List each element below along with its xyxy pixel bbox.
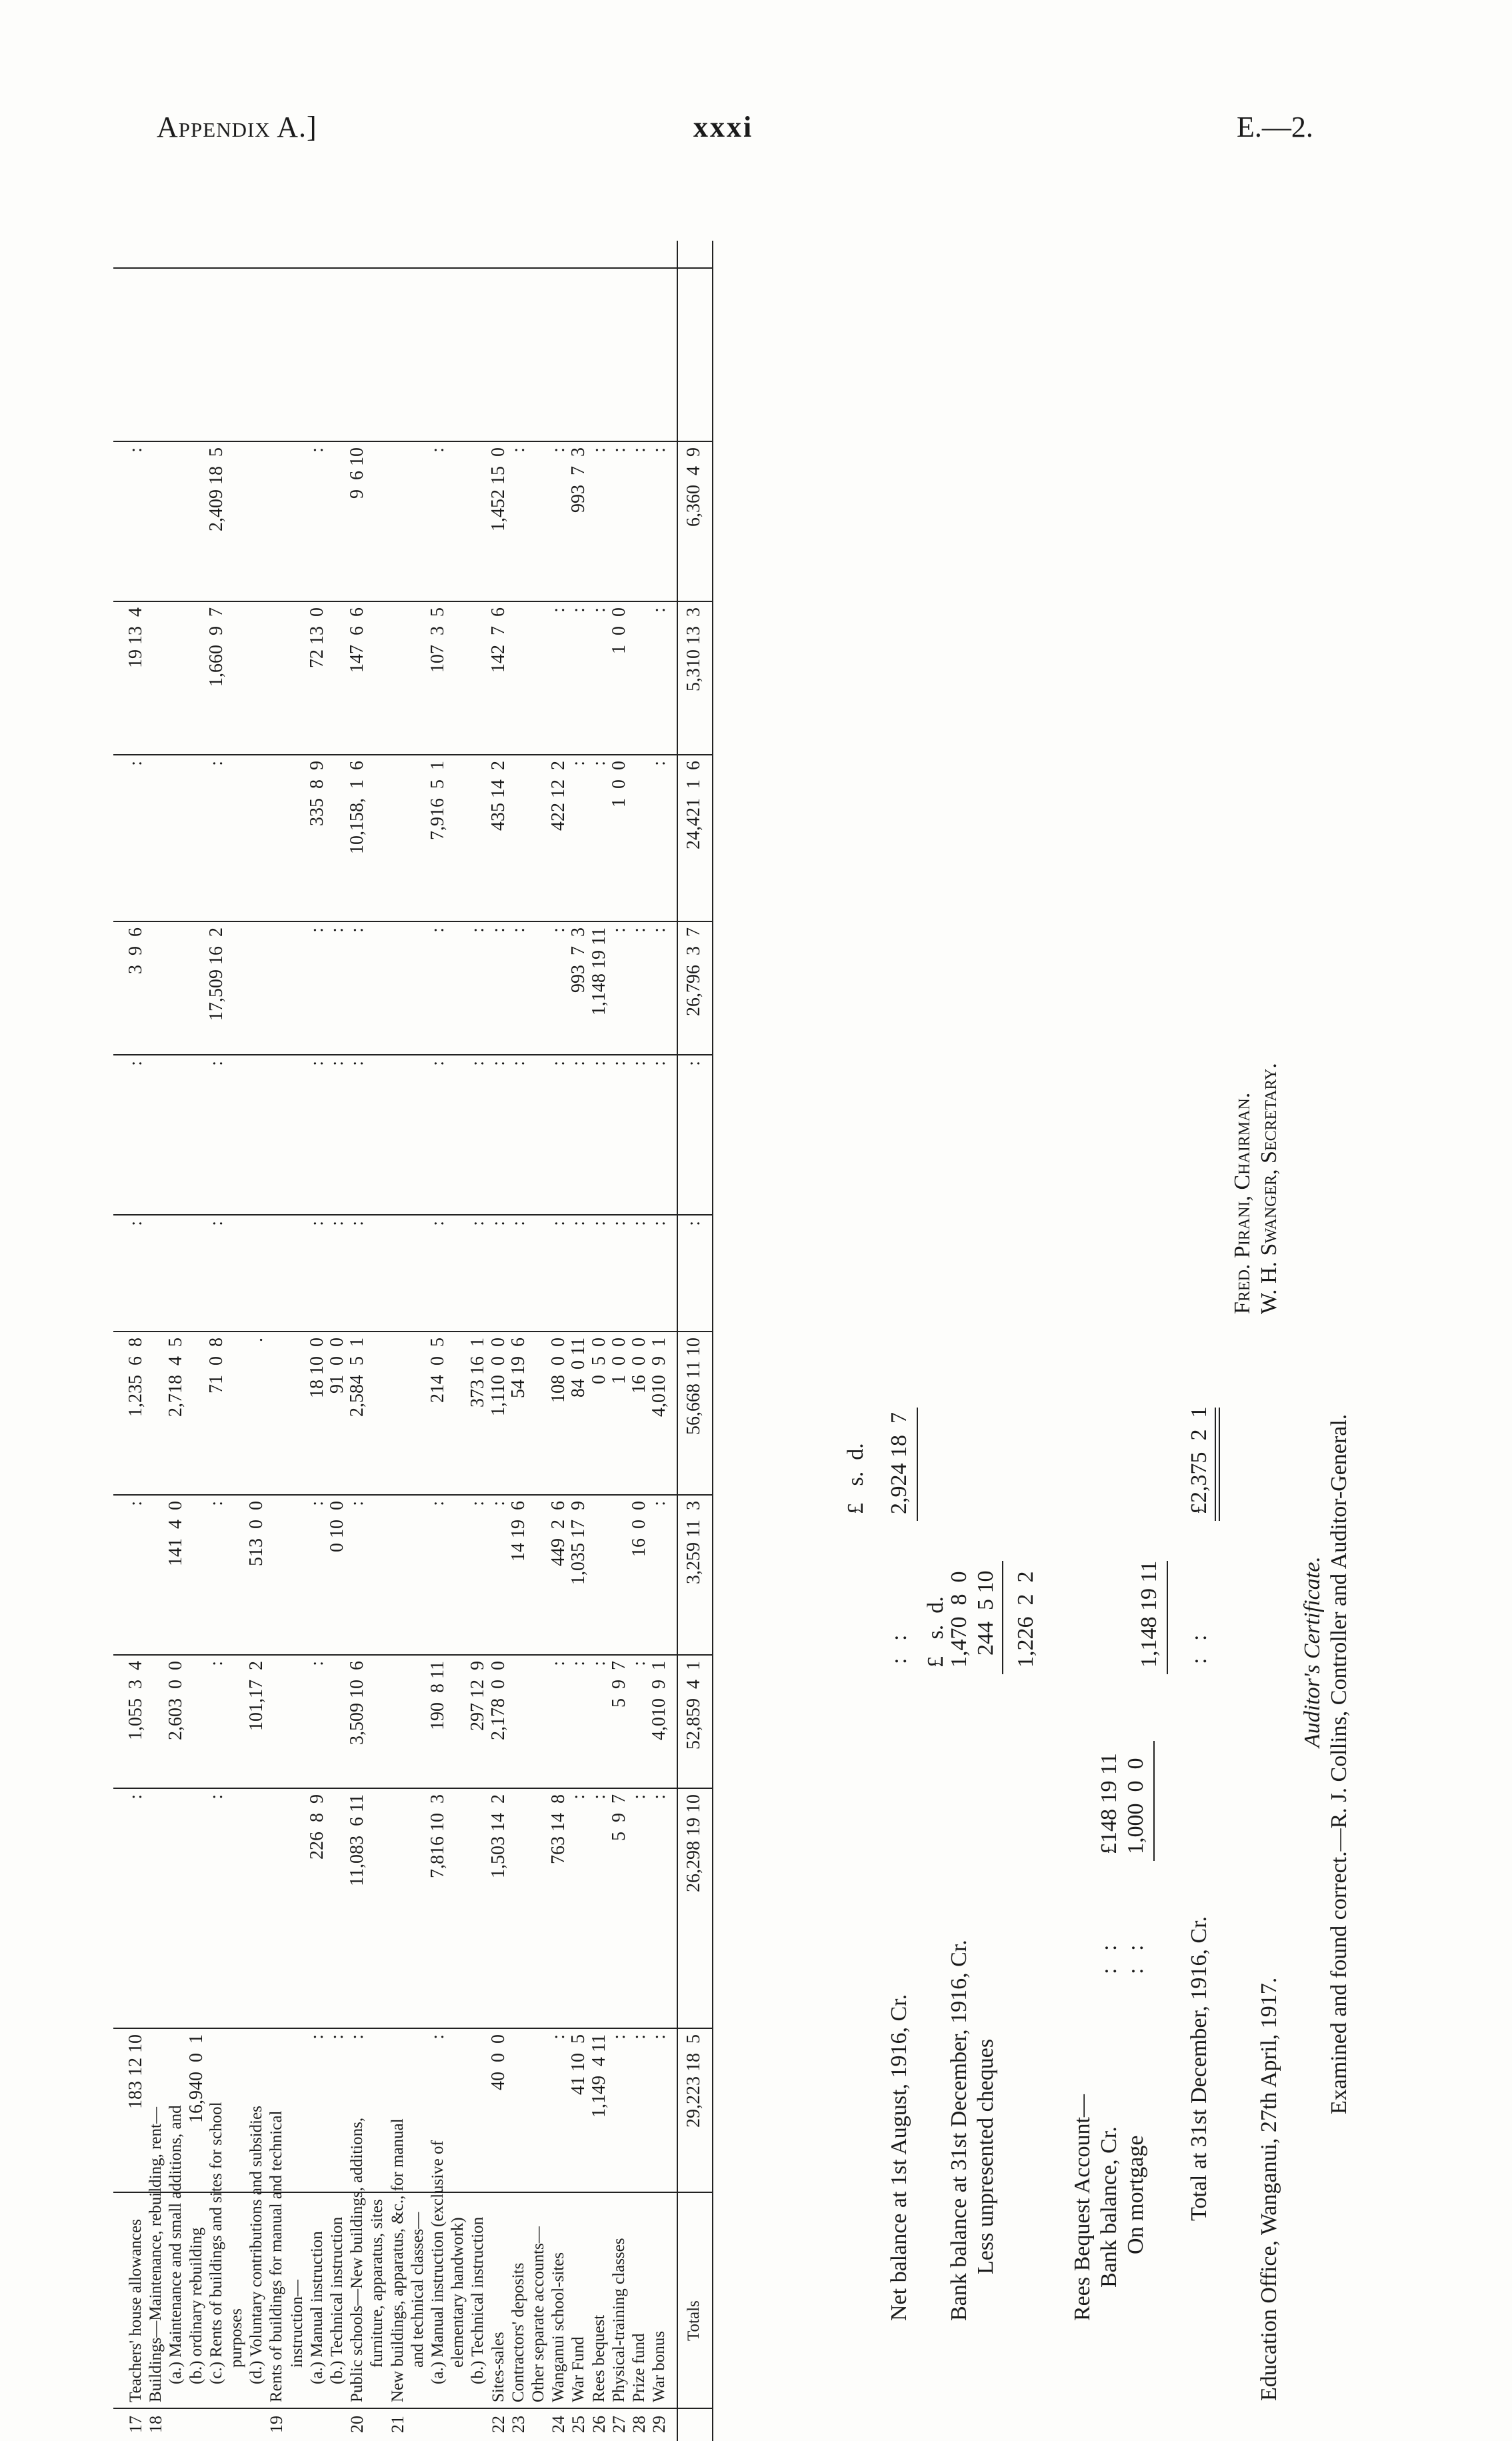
row-label: (b.) Technical instruction <box>469 2216 487 2384</box>
cell-col-7: : <box>608 1061 629 1066</box>
cell-col-1: : <box>427 2034 448 2040</box>
table-row <box>650 187 669 2441</box>
row-label: Totals <box>685 2300 703 2341</box>
cell-col-8: : <box>649 927 670 933</box>
cell-col-11: 2,409 18 5 <box>205 447 227 531</box>
total-amount: £2,375 2 1 <box>1187 1406 1211 1514</box>
chairman-signature: Fred. Pirani, Chairman. <box>1230 1092 1255 1314</box>
cell-col-3: : <box>548 1661 569 1666</box>
table-row <box>368 187 387 2441</box>
cell-col-11: 1,452 15 0 <box>487 447 509 531</box>
cell-col-6: : <box>427 1221 448 1226</box>
cell-col-9: 1 0 0 <box>608 761 629 807</box>
table-row <box>227 187 246 2441</box>
cell-col-3: 101,17 2 <box>246 1661 267 1731</box>
cell-col-8: : <box>608 927 629 933</box>
cell-col-7: : <box>649 1061 670 1066</box>
rule <box>1002 1561 1003 1674</box>
table-row <box>590 187 609 2441</box>
cell-col-4: : <box>205 1501 227 1506</box>
cell-col-7: : <box>427 1061 448 1066</box>
cell-col-1: 29,223 18 5 <box>683 2034 705 2128</box>
cell-col-8: : <box>548 927 569 933</box>
row-number: 19 <box>267 2416 287 2433</box>
row-label: Rents of buildings for manual and technical <box>267 2110 286 2402</box>
table-row <box>429 187 447 2441</box>
cell-col-6: : <box>608 1221 629 1226</box>
cell-col-8: : <box>507 927 529 933</box>
cell-col-3: : <box>205 1661 227 1666</box>
row-label: furniture, apparatus, sites <box>368 2199 387 2368</box>
cell-col-4: 3,259 11 3 <box>683 1501 705 1584</box>
unpresented-label: Less unpresented cheques <box>973 2038 998 2274</box>
rees-bank-amount: £148 19 11 <box>1097 1753 1121 1854</box>
cell-col-7: : <box>568 1061 589 1066</box>
row-label: elementary handwork) <box>449 2217 467 2368</box>
row-label: Contractors' deposits <box>509 2262 527 2402</box>
totals-row <box>685 187 703 2441</box>
row-label: Teachers' house allowances <box>127 2219 145 2402</box>
cell-col-2: : <box>649 1794 670 1800</box>
cell-col-4: 14 19 6 <box>507 1501 529 1562</box>
cell-col-10: 147 6 6 <box>347 607 368 673</box>
cell-col-9: : <box>588 761 609 766</box>
cell-col-2: : <box>205 1794 227 1800</box>
cell-col-8: : <box>306 927 327 933</box>
table-row <box>549 187 568 2441</box>
bank-balance-label: Bank balance at 31st December, 1916, Cr. <box>947 1940 971 2321</box>
row-number: 20 <box>347 2416 367 2433</box>
row-label: (a.) Maintenance and small additions, and <box>167 2105 185 2384</box>
cell-col-10: : <box>548 607 569 613</box>
cell-col-11: 6,360 4 9 <box>683 447 705 527</box>
table-row <box>187 187 206 2441</box>
rees-mortgage-label: On mortgage <box>1123 2135 1148 2254</box>
cell-col-1: : <box>608 2034 629 2040</box>
column-rule <box>113 1494 712 1496</box>
cell-col-9: 335 8 9 <box>306 761 327 826</box>
row-label: Other separate accounts— <box>529 2226 547 2402</box>
row-label: Wanganui school-sites <box>549 2252 568 2402</box>
cell-col-1: : <box>347 2034 368 2040</box>
cell-col-4: 449 2 6 <box>548 1501 569 1566</box>
cell-col-5: 2,718 4 5 <box>165 1338 187 1417</box>
cell-col-10: 19 13 4 <box>125 607 146 668</box>
cell-col-6: : <box>487 1221 509 1226</box>
cell-col-8: 993 7 3 <box>568 927 589 993</box>
column-rule <box>113 1331 712 1332</box>
table-row <box>529 187 548 2441</box>
cell-col-5: 1 0 0 <box>608 1338 629 1384</box>
cell-col-1: : <box>306 2034 327 2040</box>
cell-col-4: : <box>487 1501 509 1506</box>
table-row <box>207 187 226 2441</box>
column-rule <box>113 1788 712 1789</box>
table-row <box>449 187 467 2441</box>
cell-col-3: 190 8 11 <box>427 1661 448 1730</box>
cell-col-7: : <box>306 1061 327 1066</box>
cell-col-9: 10,158, 1 6 <box>347 761 368 854</box>
row-label: Public schools—New buildings, additions, <box>348 2117 367 2402</box>
cell-col-10: 1 0 0 <box>608 607 629 654</box>
table-row <box>328 187 347 2441</box>
cell-col-5: 91 0 0 <box>327 1338 347 1394</box>
column-rule <box>113 2028 712 2029</box>
cell-col-3: : <box>306 1661 327 1666</box>
cell-col-7: : <box>125 1061 146 1066</box>
cell-col-3: 4,010 9 1 <box>649 1661 670 1740</box>
cell-col-6: : <box>588 1221 609 1226</box>
cell-col-5: 4,010 9 1 <box>649 1338 670 1417</box>
cell-col-11: : <box>427 447 448 453</box>
cell-col-3: : <box>588 1661 609 1666</box>
cell-col-11: 993 7 3 <box>568 447 589 513</box>
cell-col-8: : <box>427 927 448 933</box>
cell-col-4: : <box>427 1501 448 1506</box>
cell-col-11: : <box>306 447 327 453</box>
cell-col-4: : <box>347 1501 368 1506</box>
cell-col-2: 763 14 8 <box>548 1794 569 1864</box>
cell-col-6: : <box>467 1221 489 1226</box>
header-page-number: xxxi <box>693 111 754 143</box>
row-label: Rees bequest <box>589 2314 608 2402</box>
cell-col-5: 108 0 0 <box>548 1338 569 1403</box>
cell-col-2: : <box>568 1794 589 1800</box>
header-appendix: Appendix A.] <box>157 111 317 143</box>
cell-col-4: : <box>306 1501 327 1506</box>
cell-col-11: : <box>649 447 670 453</box>
cell-col-1: 41 10 5 <box>568 2034 589 2095</box>
row-number: 28 <box>629 2416 649 2433</box>
cell-col-3: 1,055 3 4 <box>125 1661 146 1740</box>
total-label: Total at 31st December, 1916, Cr. <box>1187 1916 1211 2221</box>
unpresented-amount: 244 5 10 <box>973 1570 998 1656</box>
cell-col-8: : <box>467 927 489 933</box>
cell-col-9: : <box>125 761 146 766</box>
cell-col-2: 7,816 10 3 <box>427 1794 448 1878</box>
cell-col-1: 1,149 4 11 <box>588 2034 609 2118</box>
cell-col-10: 142 7 6 <box>487 607 509 673</box>
rees-mortgage-dots: : : <box>1123 1944 1148 1974</box>
rule <box>1215 1408 1216 1521</box>
cell-col-6: : <box>568 1221 589 1226</box>
bank-balance-amount: 1,470 8 0 <box>947 1571 971 1668</box>
cell-col-5: 2,584 5 1 <box>347 1338 368 1417</box>
row-number: 29 <box>649 2416 669 2433</box>
table-row <box>247 187 266 2441</box>
cell-col-2: 11,083 6 11 <box>347 1794 368 1886</box>
cell-col-6: : <box>629 1221 649 1226</box>
cell-col-5: 16 0 0 <box>629 1338 649 1394</box>
cell-col-10: 5,310 13 3 <box>683 607 705 691</box>
cell-col-10: 1,660 9 7 <box>205 607 227 687</box>
cell-col-5: 1,235 6 8 <box>125 1338 146 1417</box>
column-rule <box>113 1214 712 1215</box>
table-row <box>489 187 508 2441</box>
bank-net-amount: 1,226 2 2 <box>1013 1571 1038 1668</box>
row-rule <box>677 241 678 2441</box>
cell-col-6: : <box>306 1221 327 1226</box>
row-label: War bonus <box>650 2331 669 2402</box>
rotated-page-body <box>0 187 1512 2441</box>
header-report-code: E.—2. <box>1237 111 1313 143</box>
cell-col-7: : <box>629 1061 649 1066</box>
cell-col-2: 226 8 9 <box>306 1794 327 1860</box>
row-label: (c.) Rents of buildings and sites for school <box>207 2102 225 2384</box>
office-date: Education Office, Wanganui, 27th April, 1917. <box>1257 1977 1281 2401</box>
cell-col-9: 422 12 2 <box>548 761 569 831</box>
row-number: 21 <box>387 2416 407 2433</box>
total-dots: : : <box>1187 1634 1211 1664</box>
row-number: 22 <box>488 2416 508 2433</box>
row-label: (a.) Manual instruction <box>307 2231 326 2384</box>
cell-col-8: : <box>629 927 649 933</box>
row-label: (d.) Voluntary contributions and subsidies <box>247 2106 266 2384</box>
column-rule <box>113 921 712 922</box>
cell-col-1: 183 12 10 <box>125 2034 146 2109</box>
rees-bank-dots: : : <box>1097 1944 1121 1974</box>
cell-col-10: 107 3 5 <box>427 607 448 673</box>
cell-col-2: : <box>629 1794 649 1800</box>
cell-col-8: : <box>487 927 509 933</box>
table-row <box>389 187 407 2441</box>
cell-col-8: 26,796 3 7 <box>683 927 705 1016</box>
money-header: £ s. d. <box>843 1443 868 1514</box>
rule <box>1153 1741 1155 1861</box>
row-number: 17 <box>126 2416 145 2433</box>
cell-col-1: : <box>629 2034 649 2040</box>
cell-col-6: : <box>507 1221 529 1226</box>
cell-col-6: : <box>327 1221 347 1226</box>
row-label: Physical-training classes <box>609 2238 628 2402</box>
money-header-2: £ s. d. <box>923 1596 948 1668</box>
cell-col-5: . <box>246 1338 267 1342</box>
cell-col-4: 16 0 0 <box>629 1501 649 1557</box>
cell-col-9: : <box>568 761 589 766</box>
row-rule <box>712 241 713 2441</box>
cell-col-3: 2,178 0 0 <box>487 1661 509 1740</box>
cell-col-8: 17,509 16 2 <box>205 927 227 1021</box>
cell-col-3: 5 9 7 <box>608 1661 629 1708</box>
net-balance-label: Net balance at 1st August, 1916, Cr. <box>887 1994 911 2321</box>
cell-col-10: : <box>568 607 589 613</box>
table-row <box>348 187 367 2441</box>
cell-col-6: : <box>205 1221 227 1226</box>
row-number: 27 <box>609 2416 629 2433</box>
cell-col-9: : <box>649 761 670 766</box>
cell-col-7: : <box>507 1061 529 1066</box>
table-row <box>288 187 307 2441</box>
cell-col-4: : <box>467 1501 489 1506</box>
row-label: Buildings—Maintenance, rebuilding, rent— <box>147 2107 165 2402</box>
cell-col-7: : <box>467 1061 489 1066</box>
cell-col-5: 56,668 11 10 <box>683 1338 705 1435</box>
table-row <box>569 187 588 2441</box>
row-number: 24 <box>549 2416 569 2433</box>
cell-col-11: : <box>548 447 569 453</box>
cell-col-11: : <box>588 447 609 453</box>
cell-col-10: 72 13 0 <box>306 607 327 668</box>
rule <box>1219 1408 1220 1521</box>
cell-col-11: : <box>608 447 629 453</box>
cell-col-4: 1,035 17 9 <box>568 1501 589 1585</box>
cell-col-11: : <box>629 447 649 453</box>
cell-col-5: 0 5 0 <box>588 1338 609 1384</box>
column-rule <box>113 267 712 269</box>
cell-col-5: 214 0 5 <box>427 1338 448 1403</box>
net-balance-dots: : : <box>887 1634 911 1664</box>
cell-col-6: : <box>683 1221 705 1226</box>
cell-col-6: : <box>649 1221 670 1226</box>
cell-col-8: 1,148 19 11 <box>588 927 609 1015</box>
cell-col-7: : <box>548 1061 569 1066</box>
cell-col-6: : <box>347 1221 368 1226</box>
cell-col-4: 0 10 0 <box>327 1501 347 1552</box>
table-row <box>167 187 185 2441</box>
row-label: (b.) ordinary rebuilding <box>187 2227 205 2384</box>
table-row <box>409 187 427 2441</box>
column-rule <box>113 1054 712 1055</box>
cell-col-4: : <box>649 1501 670 1506</box>
cell-col-9: 24,421 1 6 <box>683 761 705 849</box>
cell-col-7: : <box>347 1061 368 1066</box>
auditor-certificate-text: Examined and found correct.—R. J. Collins, Controller and Auditor-General. <box>1327 1414 1351 2114</box>
row-label: purposes <box>227 2308 245 2368</box>
cell-col-2: 26,298 19 10 <box>683 1794 705 1892</box>
cell-col-4: 513 0 0 <box>246 1501 267 1566</box>
cell-col-3: 2,603 0 0 <box>165 1661 187 1740</box>
cell-col-9: 435 14 2 <box>487 761 509 831</box>
cell-col-1: 16,940 0 1 <box>185 2034 207 2123</box>
cell-col-1: : <box>327 2034 347 2040</box>
cell-col-2: : <box>125 1794 146 1800</box>
cell-col-10: : <box>588 607 609 613</box>
cell-col-2: : <box>588 1794 609 1800</box>
cell-col-2: 1,503 14 2 <box>487 1794 509 1878</box>
cell-col-1: 40 0 0 <box>487 2034 509 2090</box>
cell-col-5: 18 10 0 <box>306 1338 327 1398</box>
cell-col-2: 5 9 7 <box>608 1794 629 1841</box>
cell-col-1: : <box>649 2034 670 2040</box>
row-label: War Fund <box>569 2336 588 2402</box>
cell-col-4: 141 4 0 <box>165 1501 187 1566</box>
row-label: and technical classes— <box>408 2212 427 2368</box>
row-label: Sites-sales <box>489 2332 507 2402</box>
row-label: Prize fund <box>630 2333 648 2402</box>
cell-col-10: : <box>649 607 670 613</box>
table-row <box>267 187 286 2441</box>
cell-col-7: : <box>588 1061 609 1066</box>
table-row <box>308 187 327 2441</box>
table-row <box>469 187 487 2441</box>
cell-col-11: : <box>125 447 146 453</box>
cell-col-7: : <box>487 1061 509 1066</box>
rees-bank-label: Bank balance, Cr. <box>1097 2126 1121 2288</box>
cell-col-3: 52,859 4 1 <box>683 1661 705 1750</box>
column-rule <box>113 601 712 602</box>
rule <box>917 1408 918 1521</box>
row-label: (a.) Manual instruction (exclusive of <box>429 2140 447 2384</box>
cell-col-6: : <box>125 1221 146 1226</box>
cell-col-4: : <box>125 1501 146 1506</box>
cell-col-8: : <box>327 927 347 933</box>
table-row <box>630 187 649 2441</box>
cell-col-3: 3,509 10 6 <box>347 1661 368 1745</box>
cell-col-6: : <box>548 1221 569 1226</box>
column-rule <box>113 2192 712 2193</box>
row-number: 26 <box>589 2416 609 2433</box>
row-number: 25 <box>569 2416 589 2433</box>
cell-col-9: 7,916 5 1 <box>427 761 448 840</box>
cell-col-1: : <box>548 2034 569 2040</box>
rees-total-amount: 1,148 19 11 <box>1137 1560 1161 1668</box>
table-row <box>147 187 165 2441</box>
cell-col-3: : <box>629 1661 649 1666</box>
cell-col-9: : <box>205 761 227 766</box>
row-label: New buildings, apparatus, &c., for manual <box>388 2118 407 2402</box>
table-row <box>509 187 528 2441</box>
rule <box>1167 1561 1168 1674</box>
column-rule <box>113 441 712 442</box>
column-rule <box>113 1654 712 1656</box>
cell-col-5: 54 19 6 <box>507 1338 529 1398</box>
cell-col-3: : <box>568 1661 589 1666</box>
net-balance-amount: 2,924 18 7 <box>887 1412 911 1514</box>
cell-col-8: : <box>347 927 368 933</box>
cell-col-7: : <box>683 1061 705 1066</box>
cell-col-7: : <box>327 1061 347 1066</box>
table-row <box>610 187 629 2441</box>
cell-col-5: 373 16 1 <box>467 1338 489 1408</box>
row-label: (b.) Technical instruction <box>328 2216 346 2384</box>
column-rule <box>113 754 712 755</box>
cell-col-5: 1,110 0 0 <box>487 1338 509 1416</box>
cell-col-3: 297 12 9 <box>467 1661 489 1731</box>
cell-col-7: : <box>205 1061 227 1066</box>
table-row <box>127 187 145 2441</box>
row-number: 18 <box>146 2416 166 2433</box>
cell-col-8: 3 9 6 <box>125 927 146 974</box>
cell-col-11: : <box>507 447 529 453</box>
rees-header: Rees Bequest Account— <box>1070 2094 1095 2321</box>
row-number: 23 <box>508 2416 528 2433</box>
auditor-certificate-title: Auditor's Certificate. <box>1300 1556 1325 1748</box>
rees-mortgage-amount: 1,000 0 0 <box>1123 1758 1148 1854</box>
cell-col-5: 84 0 11 <box>568 1338 589 1398</box>
cell-col-5: 71 0 8 <box>205 1338 227 1394</box>
secretary-signature: W. H. Swanger, Secretary. <box>1257 1063 1281 1314</box>
column-rule <box>113 2408 712 2409</box>
row-label: instruction— <box>287 2280 306 2368</box>
cell-col-11: 9 6 10 <box>347 447 368 499</box>
